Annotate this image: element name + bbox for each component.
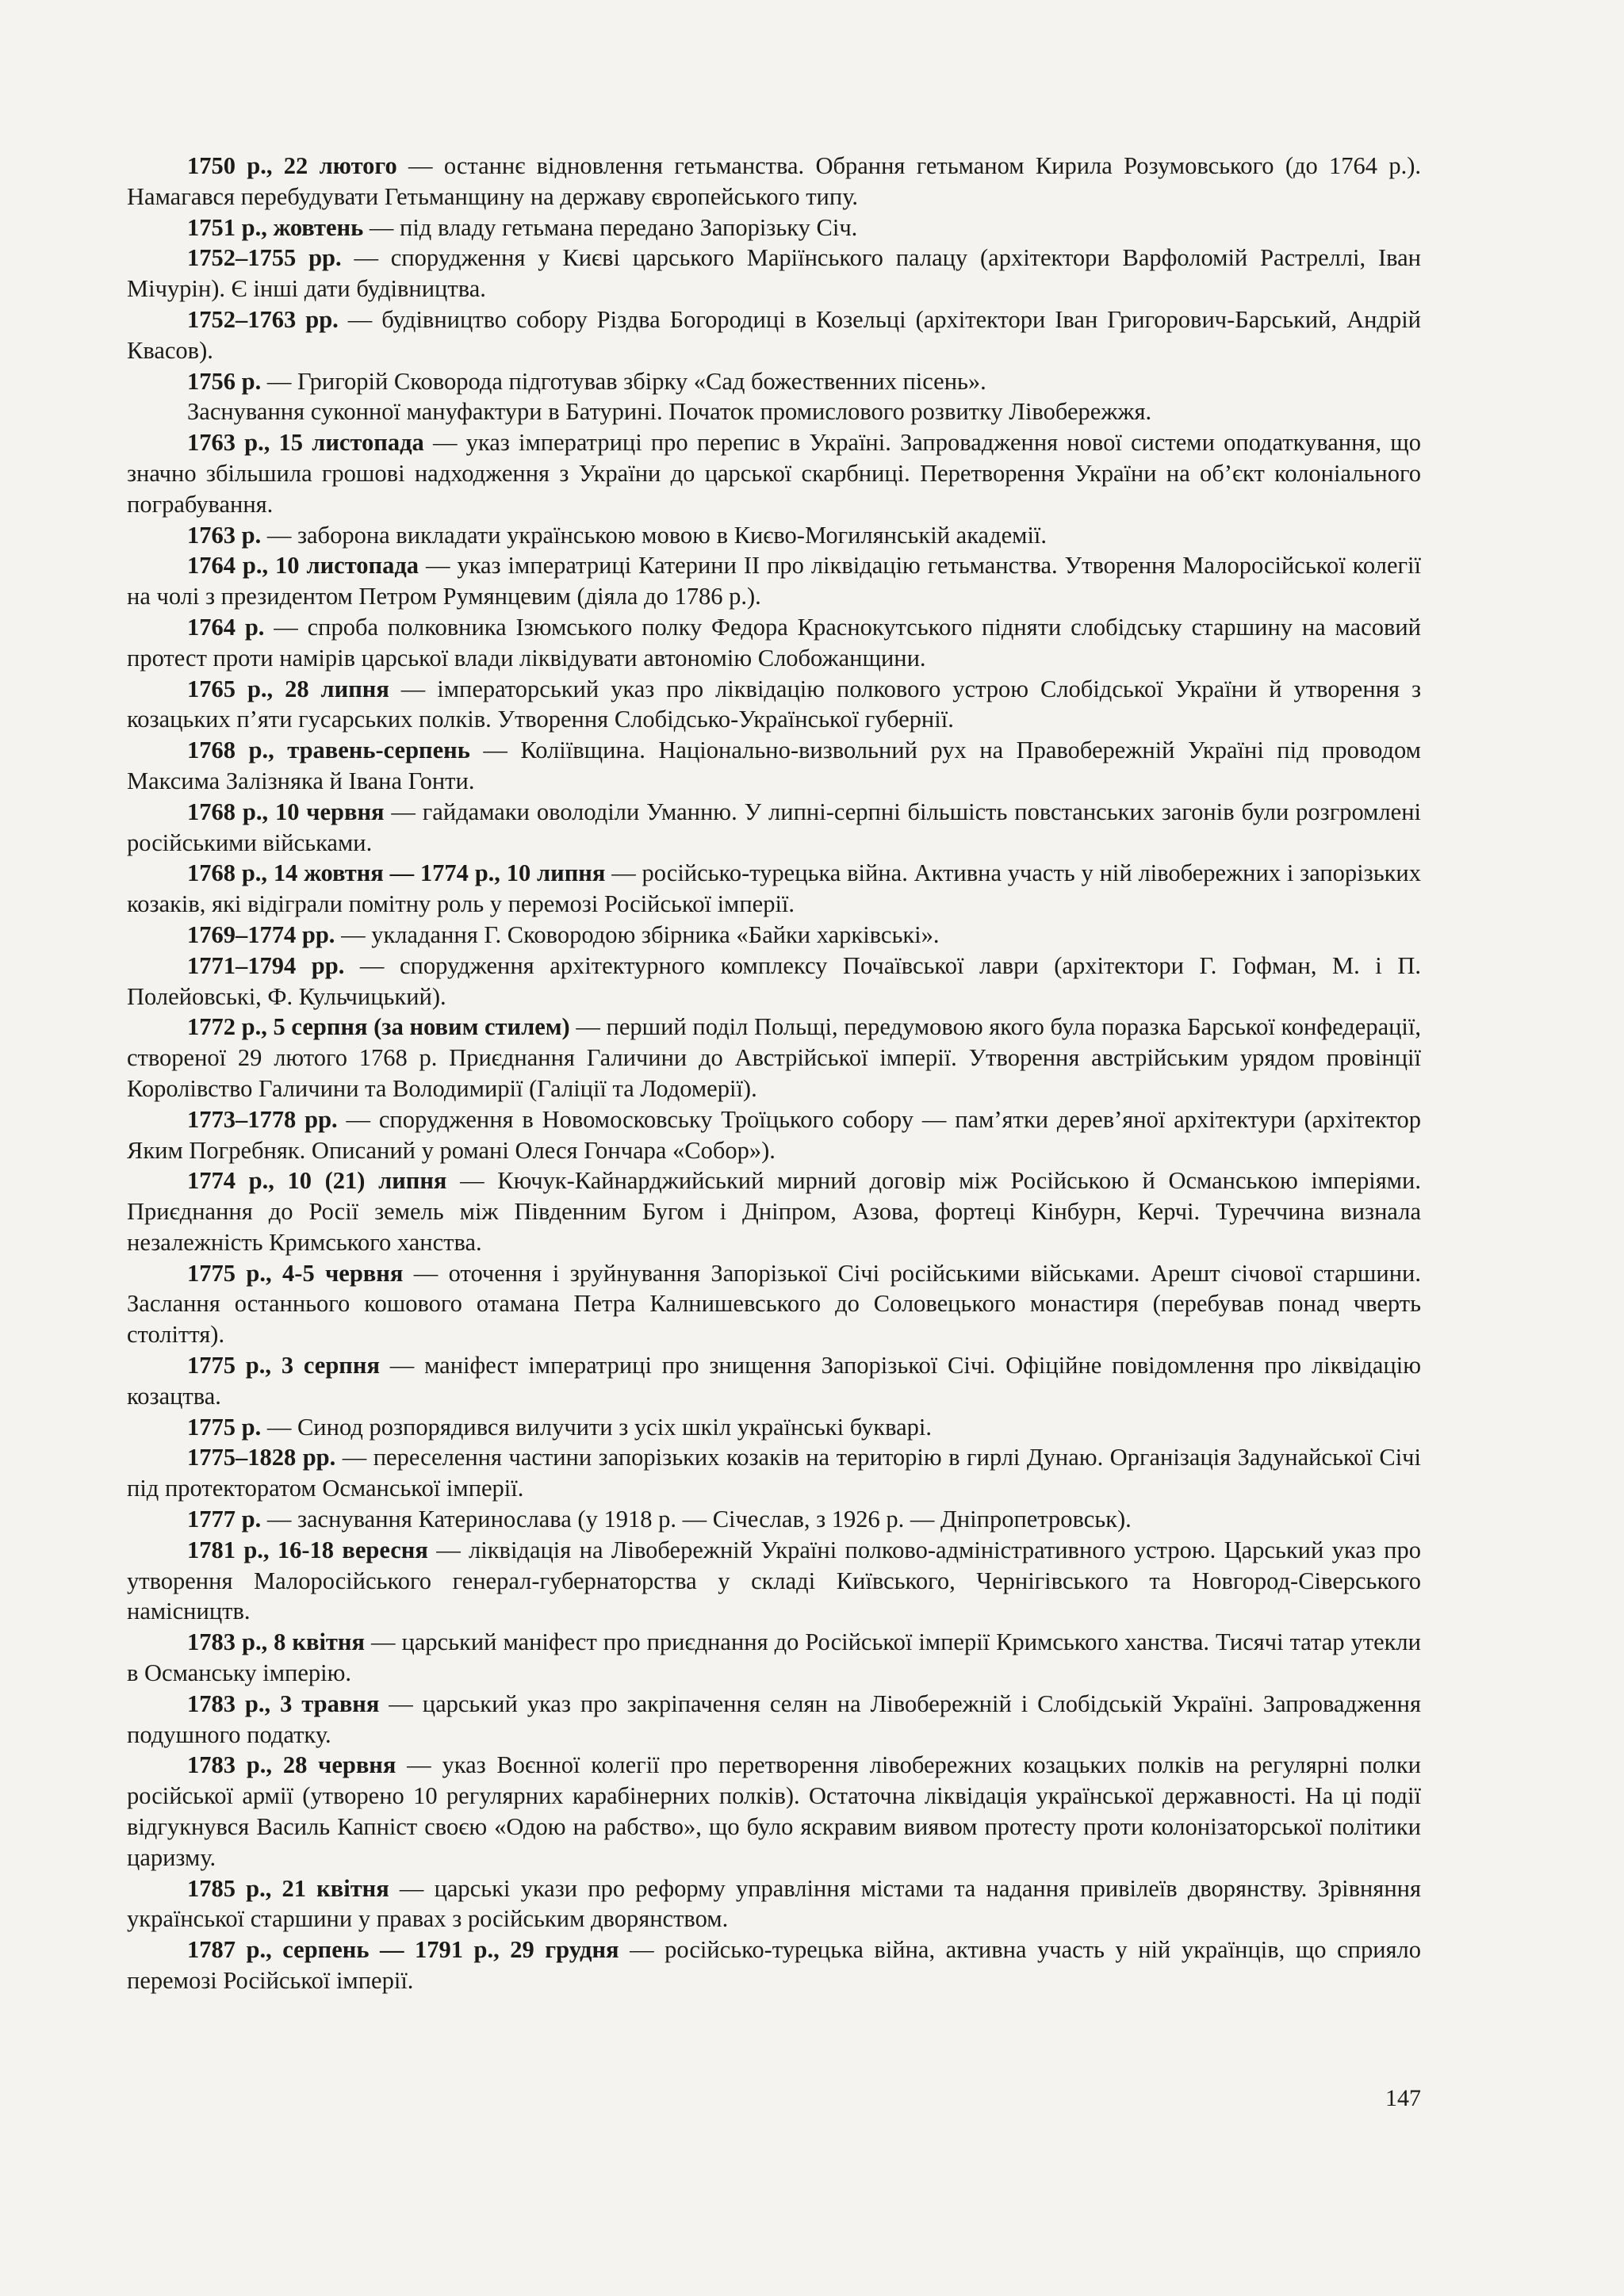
chronology-entry <box>127 1627 1421 1689</box>
entry-date: 1774 р., 10 (21) липня <box>187 1167 447 1195</box>
chronology-entry <box>127 304 1421 366</box>
entry-text: — указ імператриці Катерини II про ліквідацію гетьманства. Утворення Малоросійської колегії на чолі з президентом Петром Румянцевим (діяла до 1786 р.). <box>127 552 1421 610</box>
chronology-entry <box>127 1535 1421 1627</box>
entry-text: — Синод розпорядився вилучити з усіх шкіл українські букварі. <box>261 1413 933 1441</box>
entry-text: — укладання Г. Сковородою збірника «Байки харківські». <box>335 920 940 948</box>
entry-date: 1756 р. <box>187 367 262 395</box>
entry-date: 1775 р., 3 серпня <box>187 1352 380 1380</box>
chronology-entry <box>127 1689 1421 1751</box>
chronology-entry <box>127 1442 1421 1504</box>
entry-text: — маніфест імператриці про знищення Запорізької Січі. Офіційне повідомлення про ліквідацію козацтва. <box>127 1352 1421 1410</box>
chronology-entry <box>127 520 1421 551</box>
chronology-entry <box>127 1934 1421 1996</box>
entry-text: — Коліївщина. Національно-визвольний рух на Правобережній Україні під проводом Максима Залізняка й Івана Гонти. <box>127 737 1421 794</box>
entry-date: 1783 р., 3 травня <box>187 1689 380 1717</box>
entry-text: — царський указ про закріпачення селян на Лівобережній і Слобідській Україні. Запровадження подушного податку. <box>127 1689 1421 1748</box>
entry-date: 1785 р., 21 квітня <box>187 1874 389 1902</box>
entry-text: — царські укази про реформу управління містами та надання привілеїв дворянству. Зрівняння української старшини у правах з російським дворянством. <box>127 1874 1421 1933</box>
entry-text: — гайдамаки оволоділи Уманню. У липні-серпні більшість повстанських загонів були розгромлені російськими військами. <box>127 798 1421 856</box>
chronology-entry <box>127 366 1421 397</box>
entry-text: — заснування Катеринослава (у 1918 р. — Січеслав, з 1926 р. — Дніпропетровськ). <box>261 1506 1132 1533</box>
entry-text: — російсько-турецька війна. Активна участь у ній лівобережних і запорізьких козаків, які відіграли помітну роль у перемозі Російської імперії. <box>127 859 1421 918</box>
entry-text: — спроба полковника Ізюмського полку Федора Краснокутського підняти слобідську старшину на масовий протест проти намірів царської влади ліквідувати автономію Слобожанщини. <box>127 613 1421 672</box>
chronology-entry <box>127 1750 1421 1873</box>
entry-date: 1765 р., 28 липня <box>187 675 389 702</box>
entry-text: — оточення і зруйнування Запорізької Січі російськими військами. Арешт січової старшини. Заслання останнього кошового отамана Петра Калнишевського до Соловецького монастиря (перебував понад чверть століття). <box>127 1259 1422 1349</box>
entry-date: 1775–1828 рр. <box>187 1444 336 1471</box>
entry-date: 1769–1774 рр. <box>187 920 335 948</box>
entry-date: 1781 р., 16-18 вересня <box>187 1536 428 1563</box>
entry-text: — заборона викладати українською мовою в Києво-Могилянській академії. <box>261 521 1048 549</box>
chronology-entry <box>127 151 1421 212</box>
entry-date: 1752–1755 рр. <box>187 244 342 272</box>
entry-text: — спорудження у Києві царського Маріїнського палацу (архітектори Варфоломій Растреллі, Іван Мічурін). Є інші дати будівництва. <box>127 244 1421 303</box>
entry-text: — під владу гетьмана передано Запорізьку Січ. <box>363 213 858 241</box>
entry-date: 1783 р., 8 квітня <box>187 1628 365 1656</box>
chronology-entry <box>127 550 1421 612</box>
chronology-entry <box>127 1104 1421 1166</box>
chronology-entry <box>127 1165 1421 1257</box>
entry-text: — переселення частини запорізьких козаків на територію в гирлі Дунаю. Організація Задунайської Січі під протекторатом Османської імперії. <box>127 1444 1421 1502</box>
entry-text: — Кючук-Кайнарджийський мирний договір між Російською й Османською імперіями. Приєднання до Росії земель між Південним Бугом і Дніпром, Азова, фортеці Кінбурн, Керчі. Туреччина визнала незалежність Кримського ханства. <box>127 1167 1422 1256</box>
entry-text: — указ імператриці про перепис в Україні. Запровадження нової системи оподаткування, що значно збільшила грошові надходження з України до царської скарбниці. Перетворення України на об’єкт колоніального пограбування. <box>127 429 1421 518</box>
chronology-entry <box>127 1504 1421 1535</box>
entry-date: 1771–1794 рр. <box>187 951 345 979</box>
entry-date: 1777 р. <box>187 1506 262 1533</box>
entry-date: 1775 р., 4-5 червня <box>187 1259 404 1287</box>
chronology-entry <box>127 243 1421 304</box>
entry-text: — спорудження архітектурного комплексу Почаївської лаври (архітектори Г. Гофман, М. і П. Полейовські, Ф. Кульчицький). <box>127 951 1421 1010</box>
entry-date: 1768 р., травень-серпень <box>187 737 470 764</box>
entry-text: — царський маніфест про приєднання до Російської імперії Кримського ханства. Тисячі татар утекли в Османську імперію. <box>127 1628 1421 1687</box>
entry-date: 1768 р., 10 червня <box>187 798 385 825</box>
chronology-entry <box>127 1873 1421 1935</box>
entry-text: — будівництво собору Різдва Богородиці в Козельці (архітектори Іван Григорович-Барський, Андрій Квасов). <box>127 305 1421 364</box>
chronology-entry <box>127 674 1421 736</box>
entry-date: 1764 р. <box>187 613 265 641</box>
entry-text: — указ Воєнної колегії про перетворення лівобережних козацьких полків на регулярні полки російської армії (утворено 10 регулярних карабінерних полків). Остаточна ліквідація української державності. На ці події відгукнувся Василь Капніст своєю «Одою на рабство», що було яскравим виявом протесту проти колонізаторської політики царизму. <box>127 1751 1421 1871</box>
entry-date: 1783 р., 28 червня <box>187 1751 396 1779</box>
chronology-entry <box>127 212 1421 243</box>
entry-date: 1764 р., 10 листопада <box>187 552 419 580</box>
chronology-entry <box>127 920 1421 951</box>
chronology-entry <box>127 951 1421 1012</box>
chronology-entry <box>127 396 1421 427</box>
entry-date: 1775 р. <box>187 1413 262 1441</box>
chronology-entry <box>127 612 1421 674</box>
entry-date: 1787 р., серпень — 1791 р., 29 грудня <box>187 1936 619 1964</box>
chronology-entry <box>127 735 1421 797</box>
chronology-entry <box>127 427 1421 519</box>
chronology-entry <box>127 1350 1421 1412</box>
entry-text: — російсько-турецька війна, активна участь у ній українців, що сприяло перемозі Російської імперії. <box>127 1936 1422 1995</box>
chronology-entry <box>127 797 1421 859</box>
entry-date: 1752–1763 рр. <box>187 305 339 333</box>
entry-date: 1750 р., 22 лютого <box>187 152 397 179</box>
entry-text: — перший поділ Польщі, передумовою якого була поразка Барської конфедерації, створеної 29 лютого 1768 р. Приєднання Галичини до Австрійської імперії. Утворення австрійським урядом провінції Королівство Галичини та Володимирії (Галіції та Лодомерії). <box>127 1013 1422 1102</box>
entry-date: 1772 р., 5 серпня (за новим стилем) <box>187 1013 570 1041</box>
entry-date: 1768 р., 14 жовтня — 1774 р., 10 липня <box>187 859 606 887</box>
chronology-entry <box>127 1012 1421 1104</box>
chronology-entry <box>127 1412 1421 1443</box>
page-number: 147 <box>1385 2085 1421 2111</box>
entry-text: Заснування суконної мануфактури в Батурині. Початок промислового розвитку Лівобережжя. <box>187 398 1152 426</box>
entry-date: 1773–1778 рр. <box>187 1105 338 1133</box>
entry-text: — імператорський указ про ліквідацію полкового устрою Слобідської України й утворення з козацьких п’яти гусарських полків. Утворення Слобідсько-Української губернії. <box>127 675 1421 733</box>
entry-date: 1763 р., 15 листопада <box>187 429 424 457</box>
entry-text: — Григорій Сковорода підготував збірку «Сад божественних пісень». <box>261 367 986 395</box>
entry-date: 1751 р., жовтень <box>187 213 364 241</box>
chronology-entry <box>127 1258 1421 1350</box>
chronology-text <box>127 151 1421 1996</box>
entry-text: — ліквідація на Лівобережній Україні полково-адміністративного устрою. Царський указ про утворення Малоросійського генерал-губернаторства у складі Київського, Чернігівського та Новгород-Сіверського намісництв. <box>127 1536 1421 1625</box>
entry-text: — останнє відновлення гетьманства. Обрання гетьманом Кирила Розумовського (до 1764 р.). Намагався перебудувати Гетьманщину на державу європейського типу. <box>127 152 1421 210</box>
entry-text: — спорудження в Новомосковську Троїцького собору — пам’ятки дерев’яної архітектури (архітектор Яким Погребняк. Описаний у романі Олеся Гончара «Собор»). <box>127 1105 1421 1164</box>
chronology-entry <box>127 858 1421 920</box>
entry-date: 1763 р. <box>187 521 262 549</box>
